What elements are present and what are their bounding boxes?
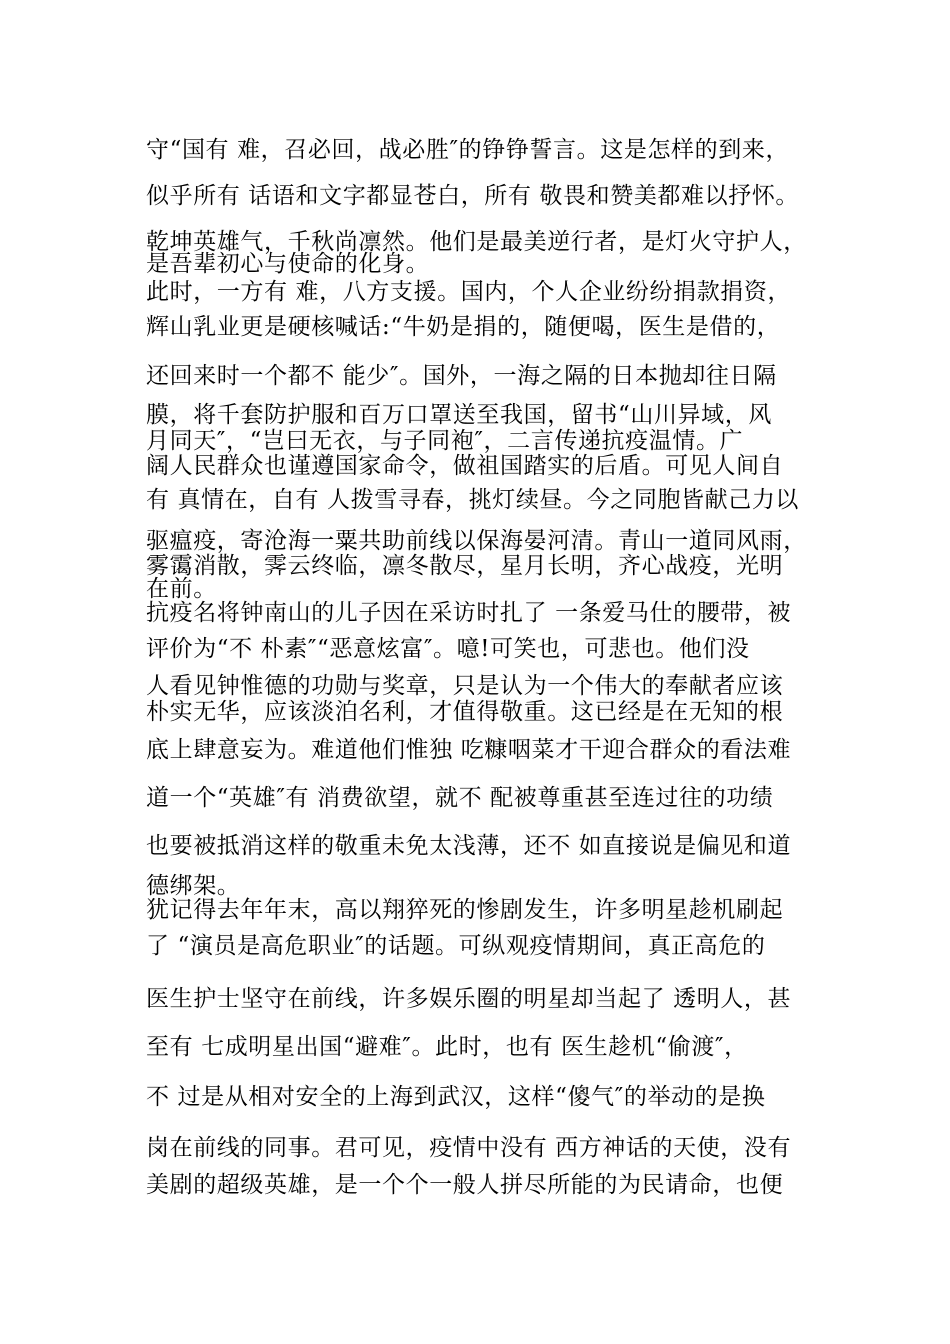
text-line: 至有 七成明星出国“避难″。此时，也有 医生趁机“偷渡″， xyxy=(146,1034,748,1060)
text-line: 评价为“不 朴素″“恶意炫富″。噫!可笑也，可悲也。他们没 xyxy=(146,636,750,662)
text-line: 不 过是从相对安全的上海到武汉，这样“傻气″的举动的是换 xyxy=(146,1084,766,1110)
text-line: 月同天″，“岂曰无衣，与子同袍″，二言传递抗疫温情。广 xyxy=(146,428,744,454)
text-line: 膜，将千套防护服和百万口罩送至我国，留书“山川异域，风 xyxy=(146,402,772,428)
text-line: 似乎所有 话语和文字都显苍白，所有 敬畏和赞美都难以抒怀。 xyxy=(146,183,800,209)
text-line: 美剧的超级英雄，是一个个一般人拼尽所能的为民请命，也便 xyxy=(146,1172,784,1198)
text-line: 乾坤英雄气，千秋尚凛然。他们是最美逆行者，是灯火守护人， xyxy=(146,229,807,255)
text-line: 雾霭消散，霁云终临，凛冬散尽，星月长明，齐心战疫，光明 xyxy=(146,553,784,579)
text-line: 道一个“英雄″有 消费欲望，就不 配被尊重甚至连过往的功绩 xyxy=(146,785,774,811)
text-line: 守“国有 难，召必回，战必胜″的铮铮誓言。这是怎样的到来， xyxy=(146,137,790,163)
text-line: 也要被抵消这样的敬重未免太浅薄，还不 如直接说是偏见和道 xyxy=(146,833,792,859)
text-line: 德绑架。 xyxy=(146,873,241,899)
text-line: 还回来时一个都不 能少″。国外，一海之隔的日本抛却往日隔 xyxy=(146,363,777,389)
text-line: 抗疫名将钟南山的儿子因在采访时扎了 一条爱马仕的腰带，被 xyxy=(146,600,792,626)
text-line: 医生护士坚守在前线，许多娱乐圈的明星却当起了 透明人，甚 xyxy=(146,986,792,1012)
text-line: 了 “演员是高危职业″的话题。可纵观疫情期间，真正高危的 xyxy=(146,933,766,959)
text-line: 此时，一方有 难，八方支援。国内，个人企业纷纷捐款捐资， xyxy=(146,279,792,305)
text-line: 在前。 xyxy=(146,576,217,602)
text-line: 辉山乳业更是硬核喊话:“牛奶是捐的，随便喝，医生是借的， xyxy=(146,314,781,340)
text-line: 阔人民群众也谨遵国家命令，做祖国踏实的后盾。可见人间自 xyxy=(146,453,784,479)
text-line: 朴实无华，应该淡泊名利，才值得敬重。这已经是在无知的根 xyxy=(146,699,784,725)
text-line: 人看见钟惟德的功勋与奖章，只是认为一个伟大的奉献者应该 xyxy=(146,673,784,699)
text-line: 底上肆意妄为。难道他们惟独 吃糠咽菜才干迎合群众的看法难 xyxy=(146,737,792,763)
text-line: 犹记得去年年末，高以翔猝死的惨剧发生，许多明星趁机刷起 xyxy=(146,897,784,923)
text-line: 是吾辈初心与使命的化身。 xyxy=(146,251,430,277)
text-line: 有 真情在，自有 人拨雪寻春，挑灯续昼。今之同胞皆献己力以 xyxy=(146,487,800,513)
text-line: 驱瘟疫，寄沧海一粟共助前线以保海晏河清。青山一道同风雨， xyxy=(146,528,807,554)
text-line: 岗在前线的同事。君可见，疫情中没有 西方神话的天使，没有 xyxy=(146,1135,792,1161)
